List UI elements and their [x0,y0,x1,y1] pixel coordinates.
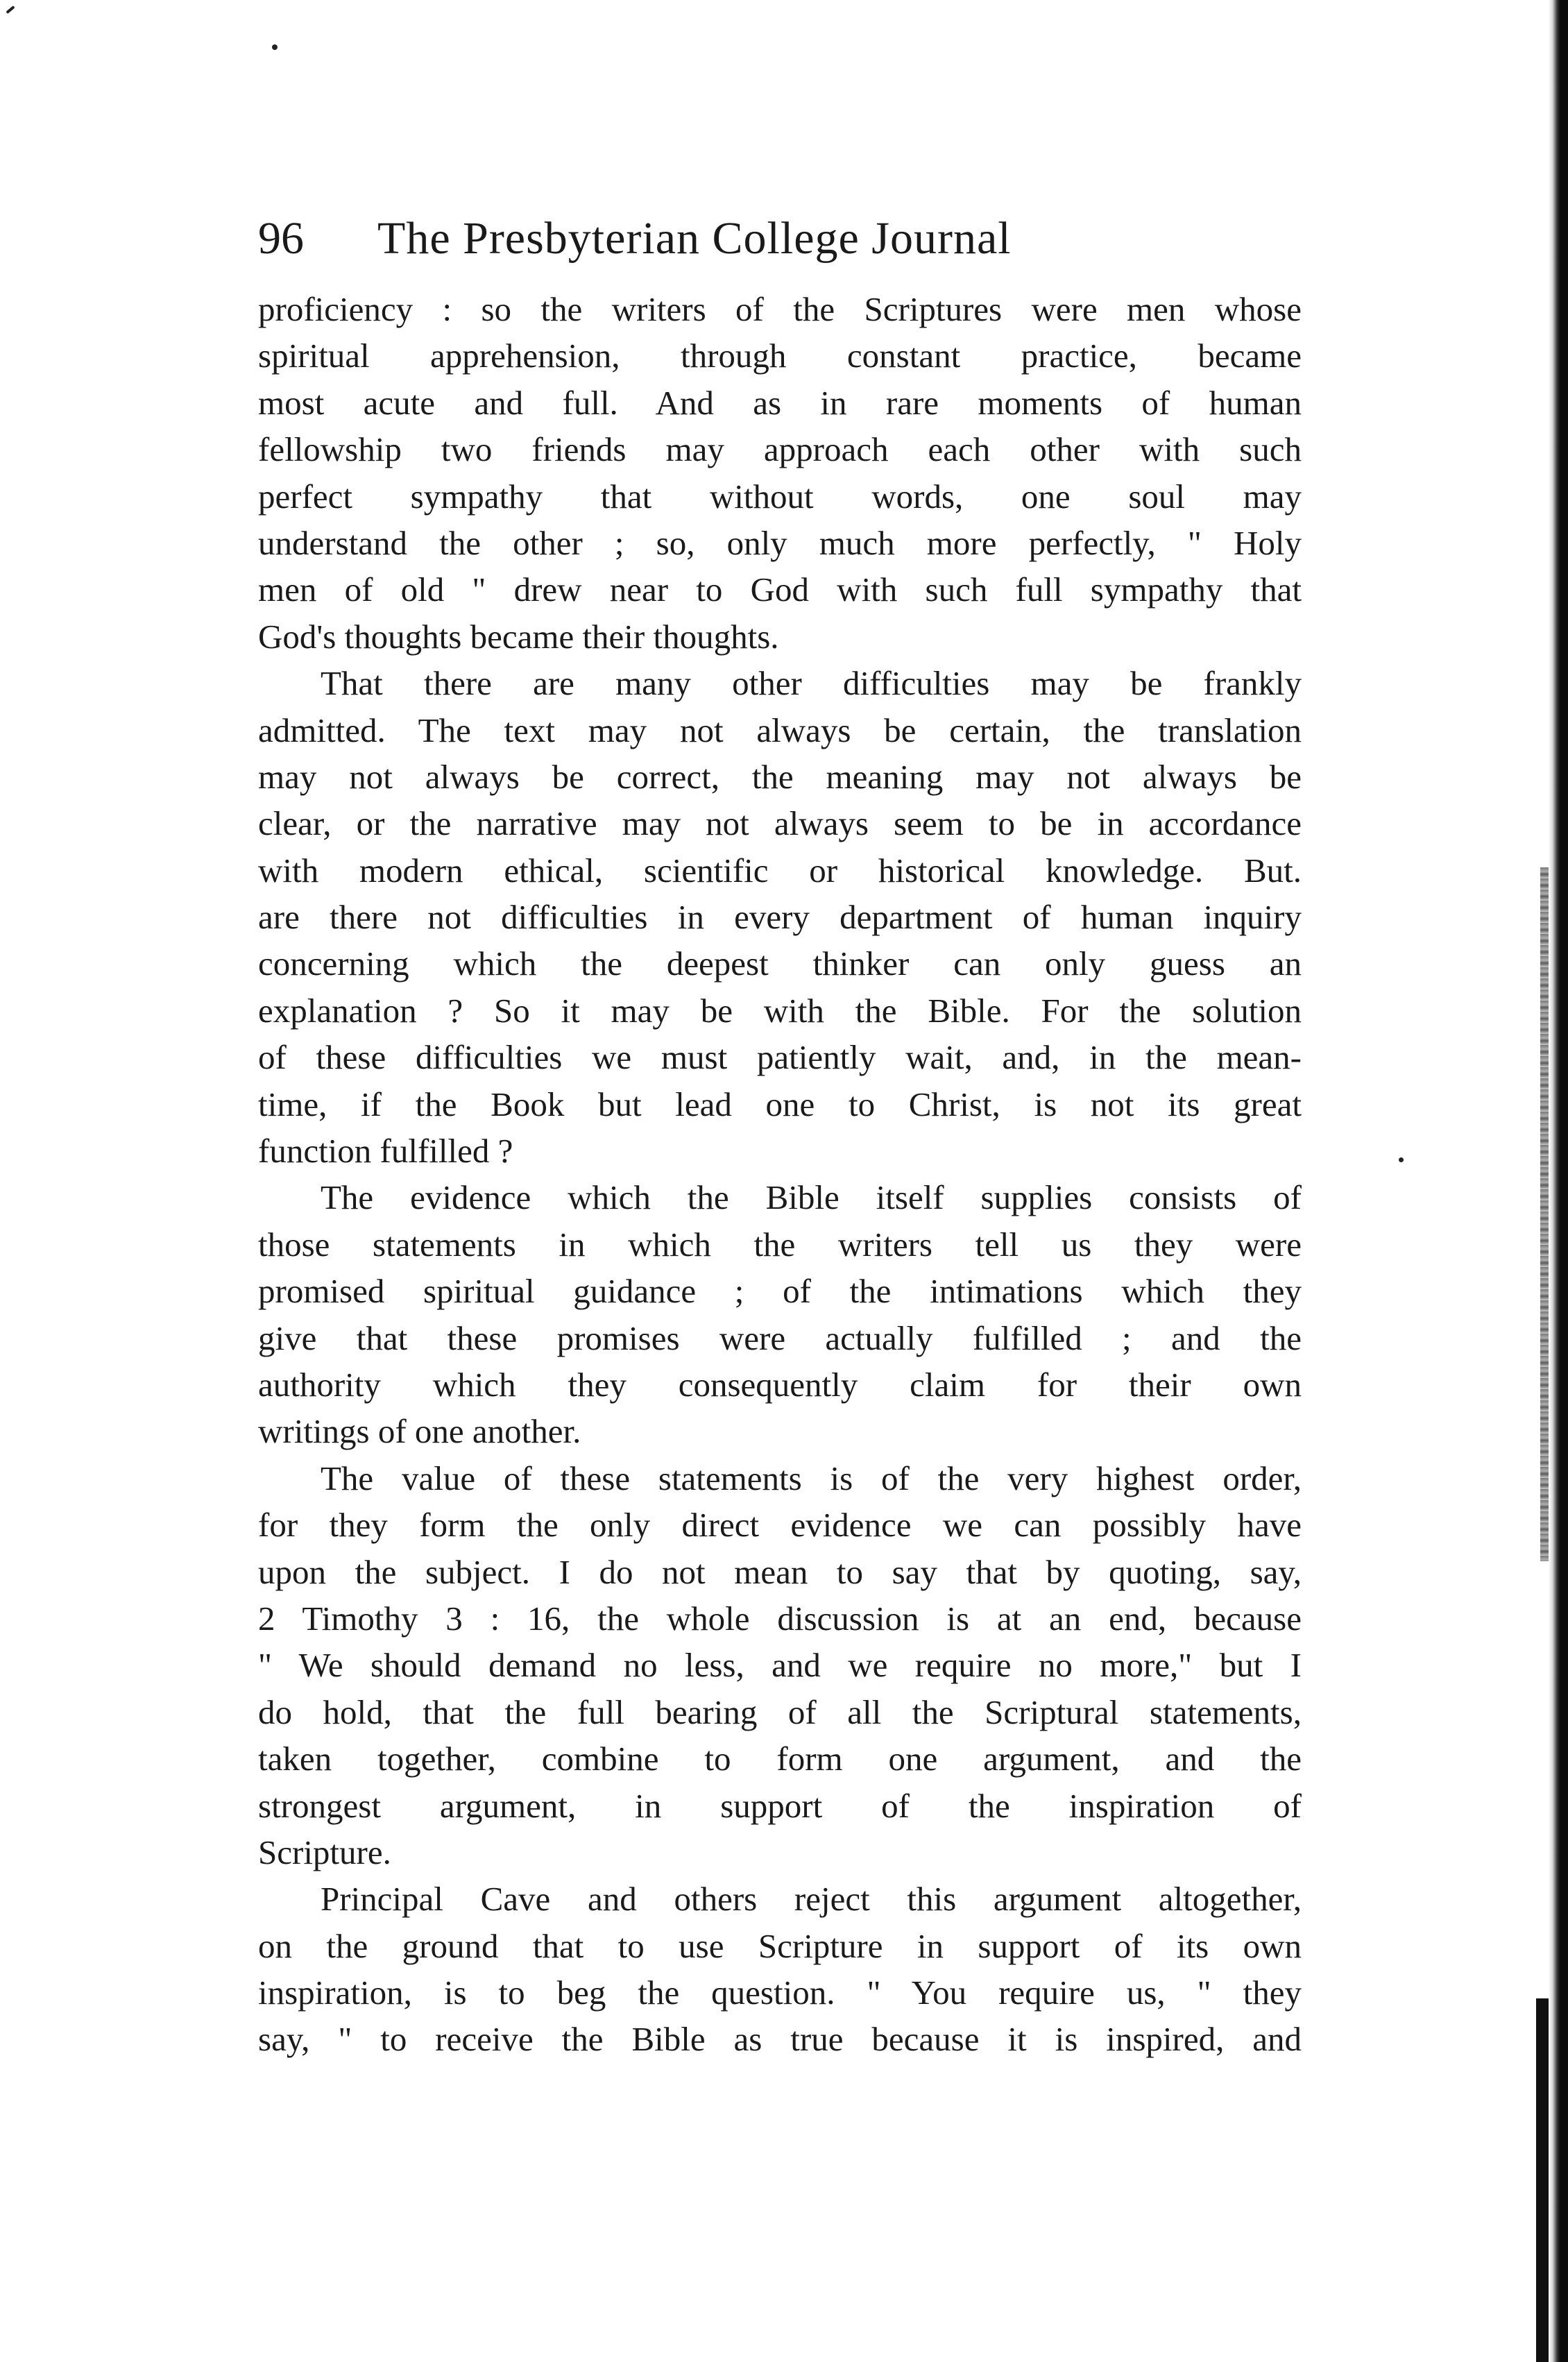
text-line: authority which they consequently claim for their own [258,1365,1302,1404]
running-title: The Presbyterian College Journal [377,213,1012,264]
text-line: time, if the Book but lead one to Christ, is not its great [258,1085,1302,1123]
text-line: may not always be correct, the meaning may not always be [258,757,1302,796]
ink-speck [272,44,278,50]
text-line: promised spiritual guidance ; of the intimations which they [258,1272,1302,1311]
text-line: The value of these statements is of the very highest order, [321,1459,1302,1497]
text-line: do hold, that the full bearing of all the Scriptural statements, [258,1692,1302,1731]
ink-speck [6,6,15,14]
text-line: are there not difficulties in every department of human inquiry [258,898,1302,937]
text-line: understand the other ; so, only much more perfectly, " Holy [258,523,1302,562]
text-line: upon the subject. I do not mean to say that by quoting, say, [258,1552,1302,1591]
text-line: The evidence which the Bible itself supplies consists of [321,1178,1302,1217]
text-line: Scripture. [258,1833,391,1871]
text-line: Principal Cave and others reject this argument altogether, [321,1880,1302,1919]
body-text [258,286,1302,2063]
text-line: concerning which the deepest thinker can only guess an [258,944,1302,983]
text-line: give that these promises were actually fulfilled ; and the [258,1318,1302,1357]
text-line: proficiency : so the writers of the Scriptures were men whose [258,290,1302,328]
text-line: " We should demand no less, and we require no more," but I [258,1646,1302,1685]
text-line: most acute and full. And as in rare moments of human [258,383,1302,422]
page-edge-shadow [1536,1998,1549,2362]
page-number: 96 [258,213,304,264]
text-line: inspiration, is to beg the question. " You require us, " they [258,1973,1302,2012]
text-line: writings of one another. [258,1412,581,1451]
text-line: strongest argument, in support of the inspiration of [258,1786,1302,1825]
text-line: admitted. The text may not always be certain, the translation [258,711,1302,749]
text-line: taken together, combine to form one argument, and the [258,1740,1302,1778]
text-line: of these difficulties we must patiently wait, and, in the mean- [258,1038,1302,1077]
text-line: for they form the only direct evidence we can possibly have [258,1506,1302,1545]
text-line: those statements in which the writers tell us they were [258,1225,1302,1264]
text-line: God's thoughts became their thoughts. [258,617,779,656]
text-line: with modern ethical, scientific or historical knowledge. But. [258,851,1302,890]
text-line: explanation ? So it may be with the Bible. For the solution [258,991,1302,1030]
ink-speck [1399,1157,1404,1162]
text-line: That there are many other difficulties may be frankly [321,664,1302,703]
text-line: clear, or the narrative may not always seem to be in accordance [258,804,1302,843]
text-line: men of old " drew near to God with such full sympathy that [258,570,1302,609]
text-line: function fulfilled ? [258,1132,513,1171]
page-edge [1549,0,1568,2362]
running-header [258,205,1302,272]
text-line: say, " to receive the Bible as true because it is inspired, and [258,2020,1302,2059]
text-line: on the ground that to use Scripture in support of its own [258,1926,1302,1965]
text-line: spiritual apprehension, through constant practice, became [258,337,1302,375]
text-line: fellowship two friends may approach each other with such [258,430,1302,469]
text-line: 2 Timothy 3 : 16, the whole discussion is at an end, because [258,1599,1302,1638]
text-line: perfect sympathy that without words, one soul may [258,477,1302,516]
